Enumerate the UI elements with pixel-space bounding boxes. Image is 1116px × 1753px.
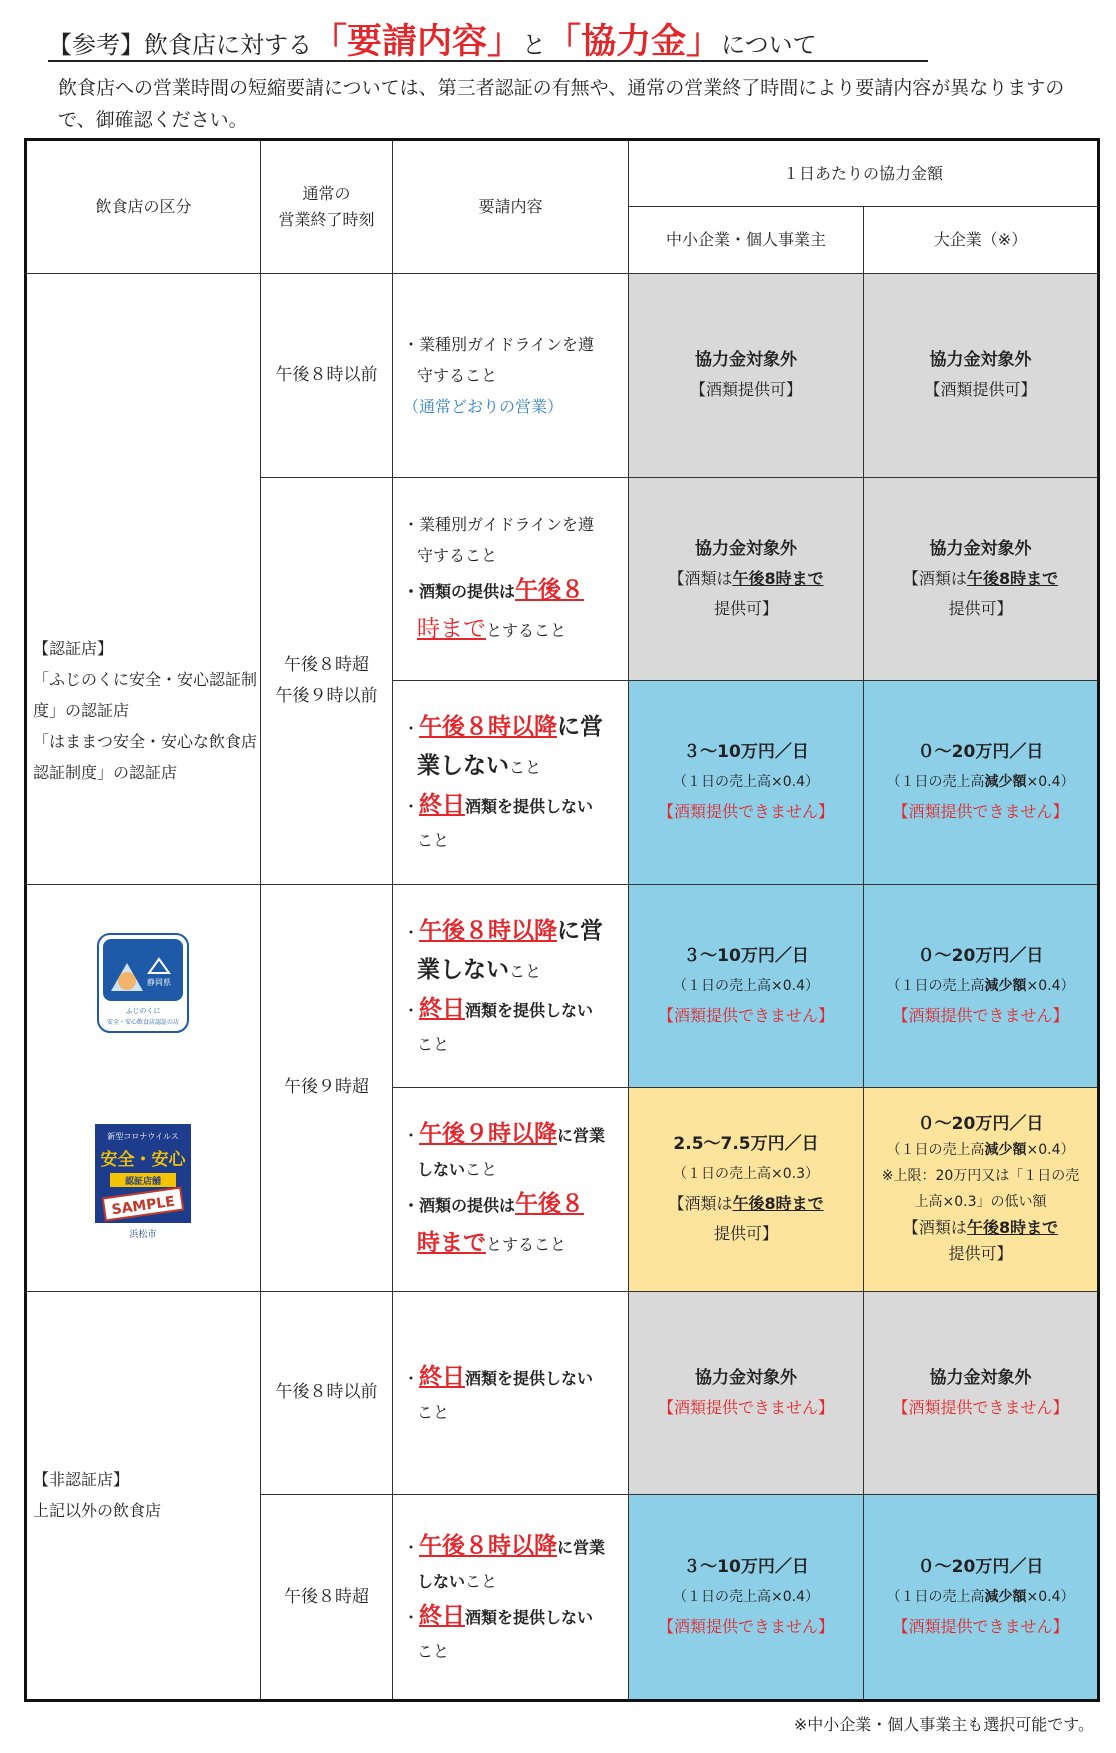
sme-amount-cell: ３～10万円／日 （１日の売上高×0.4） 【酒類提供できません】 xyxy=(629,1495,864,1701)
header-sme: 中小企業・個人事業主 xyxy=(629,207,864,274)
large-amount-cell: ０～20万円／日 （１日の売上高減少額×0.4） 【酒類提供できません】 xyxy=(864,681,1099,885)
time-cell: 午後８時超 xyxy=(260,1495,392,1701)
page-title: 【参考】飲食店に対する「要請内容」と「協力金」について xyxy=(48,14,928,62)
fujinokuni-logo xyxy=(97,933,189,1033)
request-cell: ・業種別ガイドラインを遵 守すること （通常どおりの営業） xyxy=(392,274,628,478)
request-cell: ・終日酒類を提供しない こと xyxy=(392,1291,628,1495)
large-amount-cell: ０～20万円／日 （１日の売上高減少額×0.4） 【酒類提供できません】 xyxy=(864,884,1099,1088)
time-cell: 午後８時以前 xyxy=(260,274,392,478)
svg-text:静岡県: 静岡県 xyxy=(147,977,172,987)
time-cell: 午後８時以前 xyxy=(260,1291,392,1495)
sme-amount-cell: ３～10万円／日 （１日の売上高×0.4） 【酒類提供できません】 xyxy=(629,884,864,1088)
svg-text:新型コロナウイルス: 新型コロナウイルス xyxy=(107,1131,180,1141)
header-request: 要請内容 xyxy=(392,140,628,274)
table-row xyxy=(26,274,1099,478)
large-amount-cell: 協力金対象外 【酒類提供可】 xyxy=(864,274,1099,478)
hamamatsu-logo xyxy=(94,1123,192,1243)
sme-amount-cell: 協力金対象外 【酒類提供可】 xyxy=(629,274,864,478)
sme-amount-cell: 2.5～7.5万円／日 （１日の売上高×0.3） 【酒類は午後8時まで 提供可】 xyxy=(629,1088,864,1292)
sme-amount-cell: ３～10万円／日 （１日の売上高×0.4） 【酒類提供できません】 xyxy=(629,681,864,885)
uncertified-category: 【非認証店】 上記以外の飲食店 xyxy=(26,1291,261,1700)
header-amount: １日あたりの協力金額 xyxy=(629,140,1099,207)
footer-note: ※中小企業・個人事業主も選択可能です。 xyxy=(793,1715,1094,1734)
large-amount-cell: ０～20万円／日 （１日の売上高減少額×0.4） ※上限：20万円又は「１日の売 上高×0.3」の低い額 【酒類は午後8時まで 提供可】 xyxy=(864,1088,1099,1292)
request-cell: ・午後９時以降に営業 しないこと ・酒類の提供は午後８ 時までとすること xyxy=(392,1088,628,1292)
header-end-time: 通常の 営業終了時刻 xyxy=(260,140,392,274)
large-amount-cell: ０～20万円／日 （１日の売上高減少額×0.4） 【酒類提供できません】 xyxy=(864,1495,1099,1701)
title-keyword-request: 要請内容 xyxy=(347,22,488,62)
time-cell: 午後９時超 xyxy=(260,884,392,1291)
intro-text: 飲食店への営業時間の短縮要請については、第三者認証の有無や、通常の営業終了時間により要請内容が異なりますので、御確認ください。 xyxy=(58,77,1065,131)
large-amount-cell: 協力金対象外 【酒類は午後8時まで 提供可】 xyxy=(864,477,1099,681)
request-cell: ・午後８時以降に営 業しないこと ・終日酒類を提供しない こと xyxy=(392,681,628,885)
certification-logos xyxy=(26,884,261,1291)
svg-text:安全・安心: 安全・安心 xyxy=(100,1149,186,1170)
svg-text:ふじのくに: ふじのくに xyxy=(125,1006,161,1015)
request-cell: ・午後８時以降に営業 しないこと ・終日酒類を提供しない こと xyxy=(392,1495,628,1701)
title-keyword-subsidy: 協力金 xyxy=(581,22,687,62)
request-cell: ・午後８時以降に営 業しないこと ・終日酒類を提供しない こと xyxy=(392,884,628,1088)
svg-text:認証店舗: 認証店舗 xyxy=(125,1176,162,1187)
request-cell: ・業種別ガイドラインを遵 守すること ・酒類の提供は午後８ 時までとすること xyxy=(392,477,628,681)
svg-text:安全・安心飲食店認証の店: 安全・安心飲食店認証の店 xyxy=(107,1018,180,1026)
sme-amount-cell: 協力金対象外 【酒類は午後8時まで 提供可】 xyxy=(629,477,864,681)
table-row xyxy=(26,884,1099,1088)
sme-amount-cell: 協力金対象外 【酒類提供できません】 xyxy=(629,1291,864,1495)
large-amount-cell: 協力金対象外 【酒類提供できません】 xyxy=(864,1291,1099,1495)
header-large: 大企業（※） xyxy=(864,207,1099,274)
subsidy-table xyxy=(24,138,1100,1702)
table-row xyxy=(26,1291,1099,1495)
svg-text:浜松市: 浜松市 xyxy=(129,1229,157,1240)
svg-text:SAMPLE: SAMPLE xyxy=(111,1193,177,1218)
certified-category: 【認証店】 「ふじのくに安全・安心認証制度」の認証店 「はままつ安全・安心な飲食店認証制度」の認証店 xyxy=(26,274,261,885)
header-category: 飲食店の区分 xyxy=(26,140,261,274)
time-cell: 午後８時超 午後９時以前 xyxy=(260,477,392,884)
